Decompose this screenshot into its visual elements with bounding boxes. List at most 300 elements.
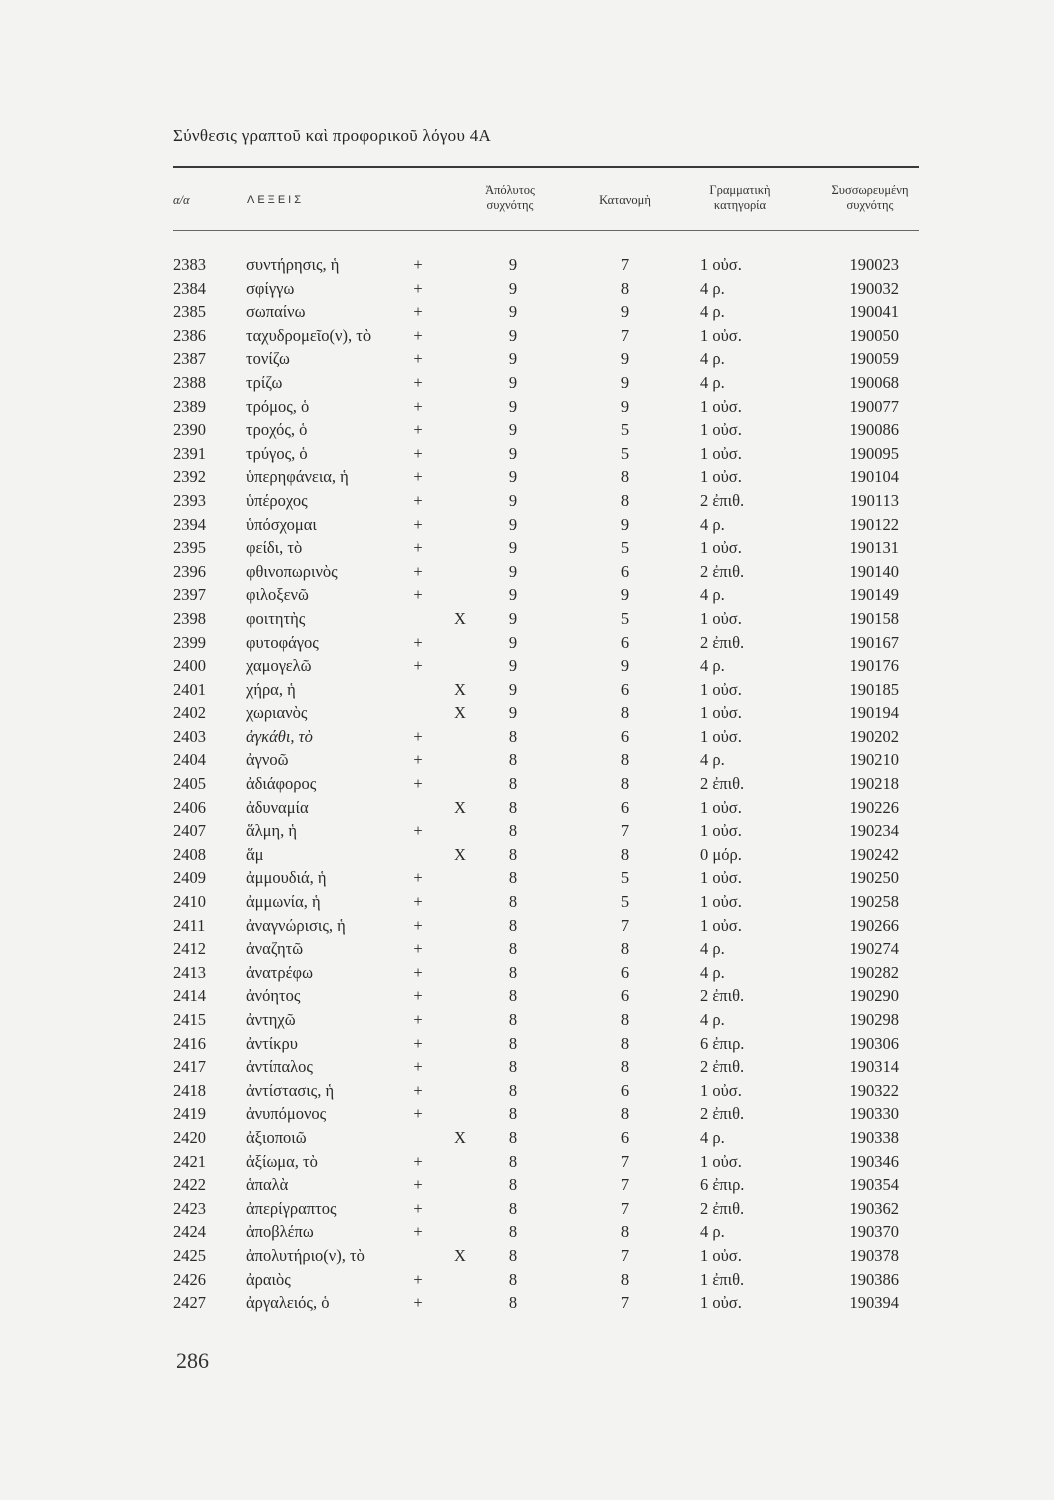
row-absolute-frequency: 9 (508, 514, 518, 534)
row-grammatical-category: 1 οὐσ. (700, 1080, 742, 1100)
table-row (173, 465, 923, 489)
row-number: 2387 (173, 349, 206, 369)
row-cumulative-frequency: 190041 (849, 302, 899, 322)
row-word: ὑπερηφάνεια, ἡ (246, 467, 349, 487)
table-row (173, 536, 923, 560)
row-grammatical-category: 2 ἐπιθ. (700, 986, 745, 1006)
row-number: 2416 (173, 1033, 206, 1053)
row-grammatical-category: 2 ἐπιθ. (700, 1104, 745, 1124)
row-number: 2426 (173, 1269, 206, 1289)
row-absolute-frequency: 8 (508, 1080, 518, 1100)
row-number: 2413 (173, 962, 206, 982)
row-cumulative-frequency: 190194 (849, 703, 899, 723)
row-distribution: 8 (620, 844, 630, 864)
row-cumulative-frequency: 190023 (849, 255, 899, 274)
row-plus-mark: + (413, 939, 423, 959)
row-number: 2404 (173, 750, 206, 770)
row-distribution: 6 (620, 962, 630, 982)
row-plus-mark: + (413, 632, 423, 652)
row-word: ὑπόσχομαι (246, 514, 317, 534)
table-row (173, 1079, 923, 1103)
row-plus-mark: + (413, 1269, 423, 1289)
row-word: ἀνυπόμονος (246, 1104, 327, 1124)
row-number: 2412 (173, 939, 206, 959)
row-cumulative-frequency: 190314 (849, 1057, 899, 1077)
row-distribution: 7 (620, 1198, 630, 1218)
row-word: ἀνόητος (246, 986, 301, 1006)
row-distribution: 5 (620, 608, 630, 628)
table-row (173, 489, 923, 513)
row-plus-mark: + (413, 443, 423, 463)
row-distribution: 9 (620, 514, 630, 534)
row-absolute-frequency: 8 (508, 1293, 518, 1313)
row-word: συντήρησις, ἡ (246, 255, 340, 274)
row-plus-mark: + (413, 490, 423, 510)
col-header-absolute-line1: Ἀπόλυτος (485, 183, 535, 197)
row-absolute-frequency: 8 (508, 1104, 518, 1124)
row-cumulative-frequency: 190140 (849, 561, 899, 581)
row-plus-mark: + (413, 892, 423, 912)
row-word: ἀμμουδιά, ἡ (246, 868, 327, 888)
row-plus-mark: + (413, 915, 423, 935)
row-grammatical-category: 4 ρ. (700, 302, 725, 322)
row-x-mark: X (454, 797, 466, 817)
row-grammatical-category: 4 ρ. (700, 750, 725, 770)
row-grammatical-category: 4 ρ. (700, 349, 725, 369)
row-absolute-frequency: 9 (508, 703, 518, 723)
row-absolute-frequency: 9 (508, 656, 518, 676)
row-absolute-frequency: 8 (508, 915, 518, 935)
row-grammatical-category: 6 ἐπιρ. (700, 1175, 745, 1195)
table-row (173, 371, 923, 395)
row-distribution: 8 (620, 467, 630, 487)
row-number: 2407 (173, 821, 206, 841)
table-row (173, 277, 923, 301)
table-row (173, 442, 923, 466)
page-number: 286 (176, 1348, 209, 1373)
table-row (173, 748, 923, 772)
row-number: 2410 (173, 892, 206, 912)
header-rule-top (173, 166, 919, 168)
table-row (173, 1150, 923, 1174)
row-word: τρύγος, ὁ (246, 443, 308, 463)
row-cumulative-frequency: 190104 (849, 467, 899, 487)
row-grammatical-category: 1 οὐσ. (700, 1245, 742, 1265)
table-row (173, 1102, 923, 1126)
row-absolute-frequency: 9 (508, 585, 518, 605)
row-grammatical-category: 4 ρ. (700, 372, 725, 392)
row-grammatical-category: 4 ρ. (700, 585, 725, 605)
row-grammatical-category: 4 ρ. (700, 278, 725, 298)
row-word: ταχυδρομεῖο(ν), τὸ (246, 325, 372, 345)
row-distribution: 8 (620, 1010, 630, 1029)
table-row (173, 914, 923, 938)
table-row (173, 1220, 923, 1244)
row-absolute-frequency: 8 (508, 986, 518, 1006)
page-title: Σύνθεσις γραπτοῦ καὶ προφορικοῦ λόγου 4Α (173, 126, 492, 145)
row-absolute-frequency: 8 (508, 868, 518, 888)
row-plus-mark: + (413, 514, 423, 534)
row-distribution: 7 (620, 1245, 630, 1265)
row-absolute-frequency: 9 (508, 349, 518, 369)
row-cumulative-frequency: 190266 (849, 915, 899, 935)
row-number: 2400 (173, 656, 206, 676)
row-grammatical-category: 4 ρ. (700, 962, 725, 982)
row-plus-mark: + (413, 1293, 423, 1313)
row-word: ἀξιοποιῶ (246, 1127, 307, 1147)
row-absolute-frequency: 8 (508, 939, 518, 959)
row-absolute-frequency: 9 (508, 443, 518, 463)
row-cumulative-frequency: 190210 (849, 750, 899, 770)
row-word: ἁπαλὰ (246, 1175, 289, 1195)
row-word: ἀπερίγραπτος (246, 1198, 337, 1218)
row-absolute-frequency: 8 (508, 1057, 518, 1077)
col-header-grammatical-category (680, 183, 800, 213)
row-absolute-frequency: 9 (508, 490, 518, 510)
row-cumulative-frequency: 190176 (849, 656, 899, 676)
row-number: 2402 (173, 703, 206, 723)
row-word: φιλοξενῶ (246, 585, 309, 605)
row-cumulative-frequency: 190338 (849, 1127, 899, 1147)
row-grammatical-category: 4 ρ. (700, 1010, 725, 1029)
row-grammatical-category: 1 οὐσ. (700, 797, 742, 817)
row-cumulative-frequency: 190032 (849, 278, 899, 298)
row-word: ἀπολυτήριο(ν), τὸ (246, 1245, 365, 1265)
table-row (173, 1244, 923, 1268)
row-plus-mark: + (413, 868, 423, 888)
row-number: 2417 (173, 1057, 206, 1077)
row-plus-mark: + (413, 1222, 423, 1242)
row-absolute-frequency: 8 (508, 892, 518, 912)
header-rule-bottom (173, 230, 919, 231)
row-cumulative-frequency: 190346 (849, 1151, 899, 1171)
row-word: ἀναζητῶ (246, 939, 304, 959)
table-row (173, 1197, 923, 1221)
row-word: ἀντίπαλος (246, 1057, 313, 1077)
row-plus-mark: + (413, 750, 423, 770)
table-row (173, 1268, 923, 1292)
row-plus-mark: + (413, 1057, 423, 1077)
row-cumulative-frequency: 190394 (849, 1293, 899, 1313)
row-number: 2397 (173, 585, 206, 605)
row-grammatical-category: 1 οὐσ. (700, 255, 742, 274)
row-absolute-frequency: 8 (508, 962, 518, 982)
row-grammatical-category: 4 ρ. (700, 1222, 725, 1242)
col-header-cumulative-line1: Συσσωρευμένη (831, 183, 909, 197)
row-grammatical-category: 2 ἐπιθ. (700, 1198, 745, 1218)
row-word: σφίγγω (246, 278, 295, 298)
row-absolute-frequency: 9 (508, 608, 518, 628)
row-distribution: 8 (620, 1057, 630, 1077)
row-grammatical-category: 1 οὐσ. (700, 703, 742, 723)
row-cumulative-frequency: 190095 (849, 443, 899, 463)
row-absolute-frequency: 8 (508, 1127, 518, 1147)
row-cumulative-frequency: 190250 (849, 868, 899, 888)
row-absolute-frequency: 8 (508, 844, 518, 864)
row-grammatical-category: 1 οὐσ. (700, 821, 742, 841)
row-plus-mark: + (413, 1175, 423, 1195)
row-cumulative-frequency: 190202 (849, 726, 899, 746)
row-absolute-frequency: 8 (508, 1269, 518, 1289)
row-plus-mark: + (413, 396, 423, 416)
row-word: τονίζω (246, 349, 290, 369)
col-header-lexeis: ΛΕΞΕΙΣ (247, 194, 305, 206)
row-absolute-frequency: 8 (508, 821, 518, 841)
row-grammatical-category: 1 οὐσ. (700, 420, 742, 440)
row-plus-mark: + (413, 349, 423, 369)
row-cumulative-frequency: 190158 (849, 608, 899, 628)
row-cumulative-frequency: 190290 (849, 986, 899, 1006)
row-cumulative-frequency: 190185 (849, 679, 899, 699)
row-grammatical-category: 2 ἐπιθ. (700, 561, 745, 581)
row-distribution: 7 (620, 325, 630, 345)
row-word: τρίζω (246, 372, 283, 392)
table-row (173, 395, 923, 419)
col-header-cumulative-line2: συχνότης (846, 198, 894, 212)
table-row (173, 654, 923, 678)
row-plus-mark: + (413, 1010, 423, 1029)
row-distribution: 8 (620, 278, 630, 298)
row-number: 2384 (173, 278, 206, 298)
row-distribution: 9 (620, 656, 630, 676)
row-cumulative-frequency: 190068 (849, 372, 899, 392)
row-absolute-frequency: 8 (508, 1175, 518, 1195)
row-word: ὑπέροχος (246, 490, 308, 510)
row-word: ἀγκάθι, τὸ (246, 726, 313, 746)
row-distribution: 6 (620, 986, 630, 1006)
row-plus-mark: + (413, 821, 423, 841)
row-plus-mark: + (413, 325, 423, 345)
row-grammatical-category: 2 ἐπιθ. (700, 774, 745, 794)
row-number: 2401 (173, 679, 206, 699)
row-distribution: 6 (620, 561, 630, 581)
row-distribution: 8 (620, 1033, 630, 1053)
row-cumulative-frequency: 190306 (849, 1033, 899, 1053)
row-distribution: 6 (620, 797, 630, 817)
table-row (173, 819, 923, 843)
row-word: ἀργαλειός, ὁ (246, 1293, 330, 1313)
row-cumulative-frequency: 190298 (849, 1010, 899, 1029)
row-distribution: 9 (620, 372, 630, 392)
row-word: ἀγνοῶ (246, 750, 289, 770)
row-cumulative-frequency: 190113 (850, 490, 899, 510)
row-plus-mark: + (413, 1080, 423, 1100)
row-number: 2391 (173, 443, 206, 463)
row-grammatical-category: 1 ἐπιθ. (700, 1269, 745, 1289)
row-distribution: 9 (620, 396, 630, 416)
row-word: ἀμμωνία, ἡ (246, 892, 321, 912)
row-word: τρόμος, ὁ (246, 396, 310, 416)
table-row (173, 513, 923, 537)
row-cumulative-frequency: 190226 (849, 797, 899, 817)
row-plus-mark: + (413, 255, 423, 274)
row-absolute-frequency: 9 (508, 396, 518, 416)
row-grammatical-category: 1 οὐσ. (700, 868, 742, 888)
row-distribution: 8 (620, 774, 630, 794)
row-absolute-frequency: 9 (508, 538, 518, 558)
row-cumulative-frequency: 190086 (849, 420, 899, 440)
row-absolute-frequency: 9 (508, 255, 518, 274)
table-row (173, 890, 923, 914)
row-plus-mark: + (413, 656, 423, 676)
row-distribution: 5 (620, 892, 630, 912)
row-absolute-frequency: 9 (508, 372, 518, 392)
table-row (173, 560, 923, 584)
row-grammatical-category: 1 οὐσ. (700, 538, 742, 558)
row-number: 2427 (173, 1293, 206, 1313)
row-x-mark: X (454, 1127, 466, 1147)
row-grammatical-category: 4 ρ. (700, 1127, 725, 1147)
row-distribution: 8 (620, 703, 630, 723)
table-row (173, 583, 923, 607)
table-row (173, 984, 923, 1008)
word-table (173, 253, 923, 1315)
row-number: 2390 (173, 420, 206, 440)
row-number: 2399 (173, 632, 206, 652)
col-header-aa: α/α (173, 193, 190, 207)
table-row (173, 253, 923, 277)
row-x-mark: X (454, 1245, 466, 1265)
row-distribution: 6 (620, 632, 630, 652)
row-number: 2415 (173, 1010, 206, 1029)
table-row (173, 1173, 923, 1197)
row-grammatical-category: 1 οὐσ. (700, 443, 742, 463)
row-grammatical-category: 1 οὐσ. (700, 1151, 742, 1171)
row-cumulative-frequency: 190149 (849, 585, 899, 605)
row-distribution: 6 (620, 1127, 630, 1147)
row-cumulative-frequency: 190131 (849, 538, 899, 558)
row-number: 2398 (173, 608, 206, 628)
table-row (173, 678, 923, 702)
table-row (173, 866, 923, 890)
row-distribution: 7 (620, 1293, 630, 1313)
row-number: 2386 (173, 325, 206, 345)
row-word: ἅμ (246, 844, 264, 864)
table-row (173, 607, 923, 631)
row-distribution: 8 (620, 1222, 630, 1242)
row-grammatical-category: 4 ρ. (700, 514, 725, 534)
table-row (173, 1008, 923, 1032)
row-number: 2388 (173, 372, 206, 392)
col-header-grammatical-line2: κατηγορία (713, 198, 767, 212)
row-word: ἀδιάφορος (246, 774, 317, 794)
row-distribution: 9 (620, 302, 630, 322)
row-number: 2422 (173, 1175, 206, 1195)
row-word: χήρα, ἡ (246, 679, 296, 699)
row-absolute-frequency: 9 (508, 278, 518, 298)
row-cumulative-frequency: 190370 (849, 1222, 899, 1242)
row-cumulative-frequency: 190234 (849, 821, 899, 841)
row-number: 2394 (173, 514, 206, 534)
row-distribution: 5 (620, 443, 630, 463)
row-grammatical-category: 1 οὐσ. (700, 467, 742, 487)
row-plus-mark: + (413, 986, 423, 1006)
table-row (173, 1291, 923, 1315)
row-grammatical-category: 4 ρ. (700, 939, 725, 959)
row-plus-mark: + (413, 302, 423, 322)
row-plus-mark: + (413, 1198, 423, 1218)
row-word: ἀναγνώρισις, ἡ (246, 915, 346, 935)
row-word: φθινοπωρινὸς (246, 561, 338, 581)
col-header-absolute-frequency (460, 183, 560, 213)
row-plus-mark: + (413, 585, 423, 605)
row-cumulative-frequency: 190322 (849, 1080, 899, 1100)
table-row (173, 796, 923, 820)
row-number: 2383 (173, 255, 206, 274)
table-row (173, 772, 923, 796)
row-distribution: 8 (620, 1104, 630, 1124)
row-distribution: 7 (620, 1175, 630, 1195)
row-number: 2389 (173, 396, 206, 416)
row-word: χωριανὸς (246, 703, 308, 723)
col-header-grammatical-line1: Γραμματικὴ (709, 183, 771, 197)
row-word: τροχός, ὁ (246, 420, 308, 440)
row-grammatical-category: 2 ἐπιθ. (700, 490, 745, 510)
row-distribution: 8 (620, 750, 630, 770)
row-number: 2425 (173, 1245, 206, 1265)
table-row (173, 347, 923, 371)
row-word: ἀξίωμα, τὸ (246, 1151, 318, 1171)
row-absolute-frequency: 9 (508, 467, 518, 487)
row-absolute-frequency: 9 (508, 302, 518, 322)
row-number: 2420 (173, 1127, 206, 1147)
table-row (173, 300, 923, 324)
row-cumulative-frequency: 190218 (849, 774, 899, 794)
row-distribution: 5 (620, 420, 630, 440)
row-distribution: 7 (620, 1151, 630, 1171)
table-row (173, 1032, 923, 1056)
table-row (173, 937, 923, 961)
table-row (173, 418, 923, 442)
row-cumulative-frequency: 190362 (849, 1198, 899, 1218)
row-plus-mark: + (413, 372, 423, 392)
table-row (173, 324, 923, 348)
row-word: ἀντίκρυ (246, 1033, 298, 1053)
row-plus-mark: + (413, 962, 423, 982)
row-number: 2385 (173, 302, 206, 322)
row-grammatical-category: 1 οὐσ. (700, 396, 742, 416)
row-cumulative-frequency: 190386 (849, 1269, 899, 1289)
row-number: 2423 (173, 1198, 206, 1218)
row-number: 2405 (173, 774, 206, 794)
row-word: φυτοφάγος (246, 632, 319, 652)
row-distribution: 6 (620, 1080, 630, 1100)
row-distribution: 5 (620, 538, 630, 558)
row-word: ἅλμη, ἡ (246, 821, 297, 841)
row-absolute-frequency: 9 (508, 632, 518, 652)
table-row (173, 725, 923, 749)
row-plus-mark: + (413, 1033, 423, 1053)
row-grammatical-category: 1 οὐσ. (700, 726, 742, 746)
table-row (173, 843, 923, 867)
row-word: φοιτητὴς (246, 608, 306, 628)
row-number: 2409 (173, 868, 206, 888)
row-absolute-frequency: 8 (508, 726, 518, 746)
row-grammatical-category: 2 ἐπιθ. (700, 632, 745, 652)
row-plus-mark: + (413, 467, 423, 487)
row-x-mark: X (454, 608, 466, 628)
col-header-cumulative-frequency (810, 183, 930, 213)
row-number: 2411 (173, 915, 206, 935)
row-distribution: 7 (620, 821, 630, 841)
row-number: 2395 (173, 538, 206, 558)
row-cumulative-frequency: 190050 (849, 325, 899, 345)
row-number: 2392 (173, 467, 206, 487)
row-number: 2414 (173, 986, 206, 1006)
row-absolute-frequency: 8 (508, 797, 518, 817)
row-number: 2421 (173, 1151, 206, 1171)
row-absolute-frequency: 8 (508, 1151, 518, 1171)
